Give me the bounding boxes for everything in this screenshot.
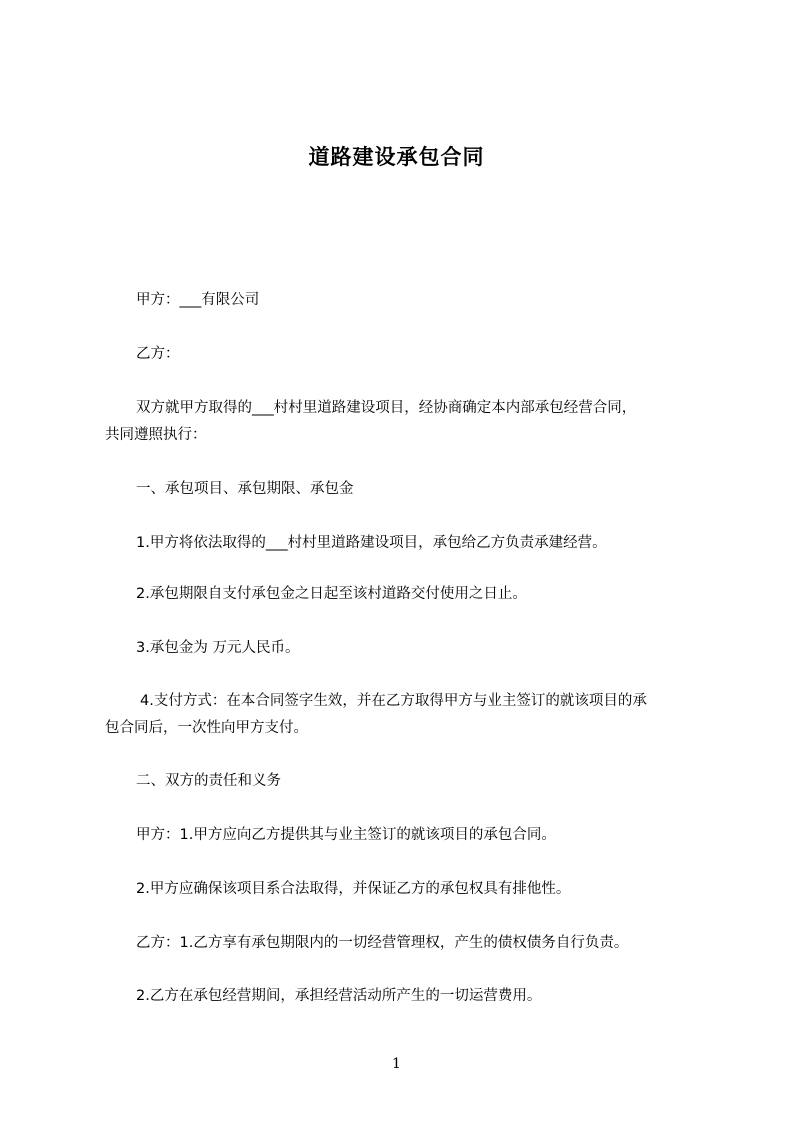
intro-line-1: 双方就甲方取得的___村村里道路建设项目，经协商确定本内部承包经营合同， [136, 400, 637, 416]
party-a-line: 甲方：___有限公司 [136, 292, 260, 308]
section-1-item-1: 1.甲方将依法取得的___村村里道路建设项目，承包给乙方负责承建经营。 [136, 535, 607, 551]
intro-line-2: 共同遵照执行： [105, 427, 207, 443]
party-b-line: 乙方： [136, 346, 180, 362]
section-2-party-a-item-1: 甲方：1.甲方应向乙方提供其与业主签订的就该项目的承包合同。 [136, 827, 556, 843]
document-title: 道路建设承包合同 [308, 145, 485, 169]
section-2-party-b-item-1: 乙方：1.乙方享有承包期限内的一切经营管理权，产生的债权债务自行负责。 [136, 935, 629, 951]
section-1-item-3: 3.承包金为 万元人民币。 [136, 640, 300, 656]
section-1-heading: 一、承包项目、承包期限、承包金 [136, 481, 354, 497]
section-2-heading: 二、双方的责任和义务 [136, 773, 281, 789]
section-1-item-2: 2.承包期限自支付承包金之日起至该村道路交付使用之日止。 [136, 586, 527, 602]
section-2-party-b-item-2: 2.乙方在承包经营期间，承担经营活动所产生的一切运营费用。 [136, 988, 542, 1004]
section-1-item-4-line-2: 包合同后，一次性向甲方支付。 [105, 720, 308, 736]
section-1-item-4-line-1: 4.支付方式：在本合同签字生效，并在乙方取得甲方与业主签订的就该项目的承 [140, 693, 647, 709]
section-2-party-a-item-2: 2.甲方应确保该项目系合法取得，并保证乙方的承包权具有排他性。 [136, 881, 571, 897]
page-number: 1 [392, 1056, 401, 1072]
